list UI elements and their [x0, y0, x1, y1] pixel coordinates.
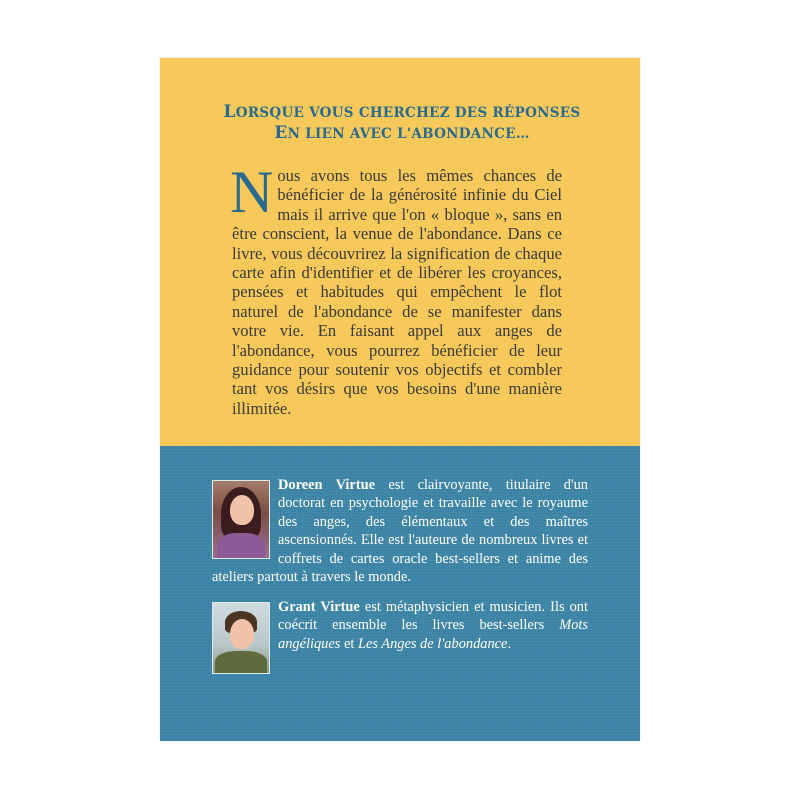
- blurb-text: ous avons tous les mêmes chances de bénéficier de la générosité infinie du Ciel mais il arrive que l'on « bloque », sans en être conscient, la venue de l'abondance. Dans ce livre, vous découvrirez la signification de chaque carte afin d'identifier et de libérer les croyances, pensées et habitudes qui empêchent le flot naturel de l'abondance de se manifester dans votre vie. En faisant appel aux anges de l'abondance, vous pourrez bénéficier de leur guidance pour soutenir vos objectifs et combler tant vos désirs que vos besoins d'une manière illimitée.: [232, 166, 562, 418]
- book-back-cover: [160, 58, 640, 741]
- headline-line-2: EN LIEN AVEC L'ABONDANCE…: [274, 123, 530, 143]
- doreen-bio-paragraph: Doreen Virtue est clairvoyante, titulaire d'un doctorat en psychologie et travaille avec le royaume des anges, des élémentaux et des maîtres ascensionnés. Elle est l'auteure de nombreux livres et coffrets de cartes oracle best-sellers et anime des ateliers partout à travers le monde.: [212, 477, 588, 586]
- bottom-panel: [160, 446, 640, 741]
- author-doreen: [212, 476, 588, 586]
- top-panel: [160, 58, 640, 446]
- blurb-paragraph: [230, 159, 562, 418]
- author-grant: [212, 598, 588, 676]
- headline-line-1: LORSQUE VOUS CHERCHEZ DES RÉPONSES: [223, 102, 581, 122]
- grant-virtue-photo: [212, 602, 270, 674]
- book-title: Mots angéliques: [278, 617, 588, 652]
- author-name: Doreen Virtue: [278, 477, 375, 493]
- doreen-virtue-photo: [212, 480, 270, 559]
- headline: [222, 102, 582, 144]
- grant-bio-paragraph: Grant Virtue est métaphysicien et musicien. Ils ont coécrit ensemble les livres best-sellers Mots angéliques et Les Anges de l'abondance.: [278, 599, 588, 652]
- drop-cap: N: [230, 159, 274, 225]
- author-name: Grant Virtue: [278, 599, 360, 615]
- book-title: Les Anges de l'abondance: [357, 635, 508, 652]
